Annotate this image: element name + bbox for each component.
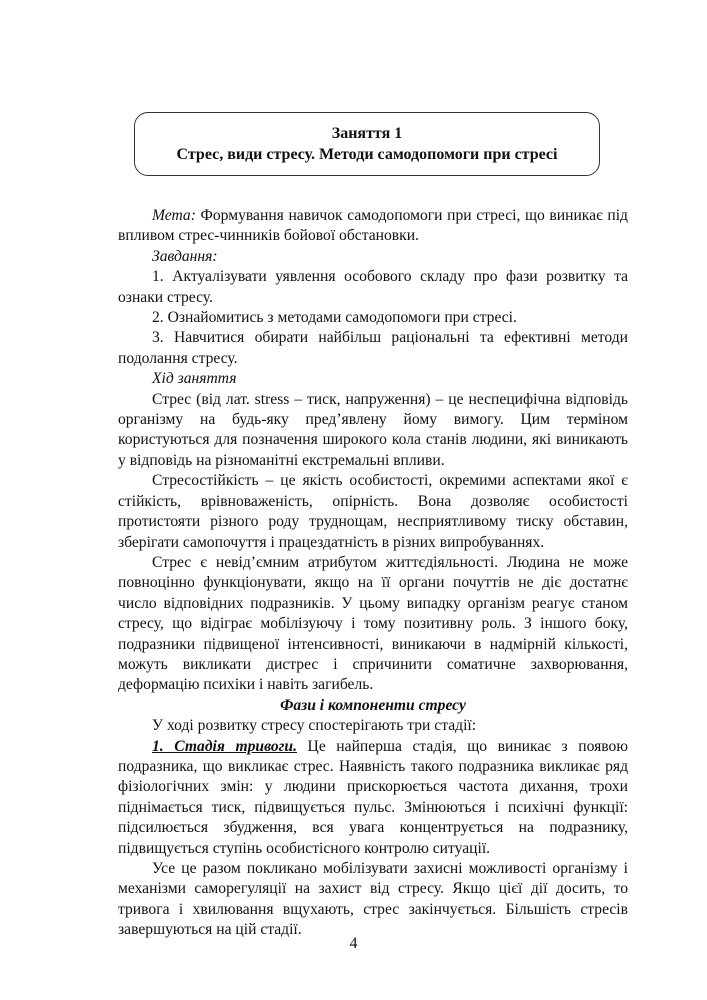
stage-paragraph <box>118 737 628 859</box>
lesson-title-box <box>134 112 600 176</box>
task-item: 3. Навчитися обирати найбільш раціональні та ефективні методи подолання стресу. <box>118 329 628 367</box>
stages-intro: У ході розвитку стресу спостерігають три стадії: <box>152 717 477 735</box>
goal-text: Формування навичок самодопомоги при стресі, що виникає під впливом стрес-чинників бойової обстановки. <box>118 207 628 245</box>
goal-label: Мета: <box>152 207 196 224</box>
body-paragraph: Стрес є невід’ємним атрибутом життєдіяльності. Людина не може повноцінно функціонувати, якщо на її органи почуттів не діє достатнє число відповідних подразників. У цьому випадку організм реагує станом стресу, що відіграє мобілізуючу і тому позитивну роль. З іншого боку, подразники підвищеної інтенсивності, виникаючи в надмірній кількості, можуть викликати дистрес і спричинити соматичне захворювання, деформацію психіки і навіть загибель. <box>118 553 628 694</box>
stage-text: Це найперша стадія, що виникає з появою подразника, що викликає стрес. Наявність такого подразника викликає ряд фізіологічних змін: у людини прискорюється частота дихання, трохи піднімається тиск, підвищується пульс. Змінюються і психічні функції: підсилюється збудження, вся увага концентрується на подразнику, підвищується ступінь особистісного контролю ситуації. <box>118 737 628 857</box>
body-paragraph: Стресостійкість – це якість особистості, окремими аспектами якої є стійкість, врівноваженість, опірність. Вона дозволяє особистості протистояти різного роду труднощам, несприятливому тиску обставин, зберігати самопочуття і працездатність в різних випробуваннях. <box>118 472 628 551</box>
goal-paragraph <box>118 206 628 247</box>
page-content <box>118 206 628 941</box>
course-label: Хід заняття <box>152 370 237 388</box>
body-paragraph: Стрес (від лат. stress – тиск, напруження) – це неспецифічна відповідь організму на будь-яку пред’явлену йому вимогу. Цим терміном користуються для позначення широкого кола станів людини, які виникають у відповідь на різноманітні екстремальні впливи. <box>118 390 628 469</box>
lesson-title: Стрес, види стресу. Методи самодопомоги при стресі <box>176 146 558 163</box>
task-item: 2. Ознайомитись з методами самодопомоги при стресі. <box>152 309 517 327</box>
section-heading: Фази і компоненти стресу <box>280 696 466 714</box>
page-number: 4 <box>349 935 358 952</box>
task-item: 1. Актуалізувати уявлення особового складу про фази розвитку та ознаки стресу. <box>118 268 628 306</box>
tasks-label: Завдання: <box>152 247 218 265</box>
stage-label: 1. Стадія тривоги. <box>152 737 297 755</box>
lesson-number: Заняття 1 <box>331 125 403 142</box>
closing-paragraph: Усе це разом покликано мобілізувати захисні можливості організму і механізми саморегуляції на захист від стресу. Якщо цієї дії досить, то тривога і хвилювання вщухають, стрес закінчується. Більшість стресів завершуються на цій стадії. <box>118 860 628 939</box>
